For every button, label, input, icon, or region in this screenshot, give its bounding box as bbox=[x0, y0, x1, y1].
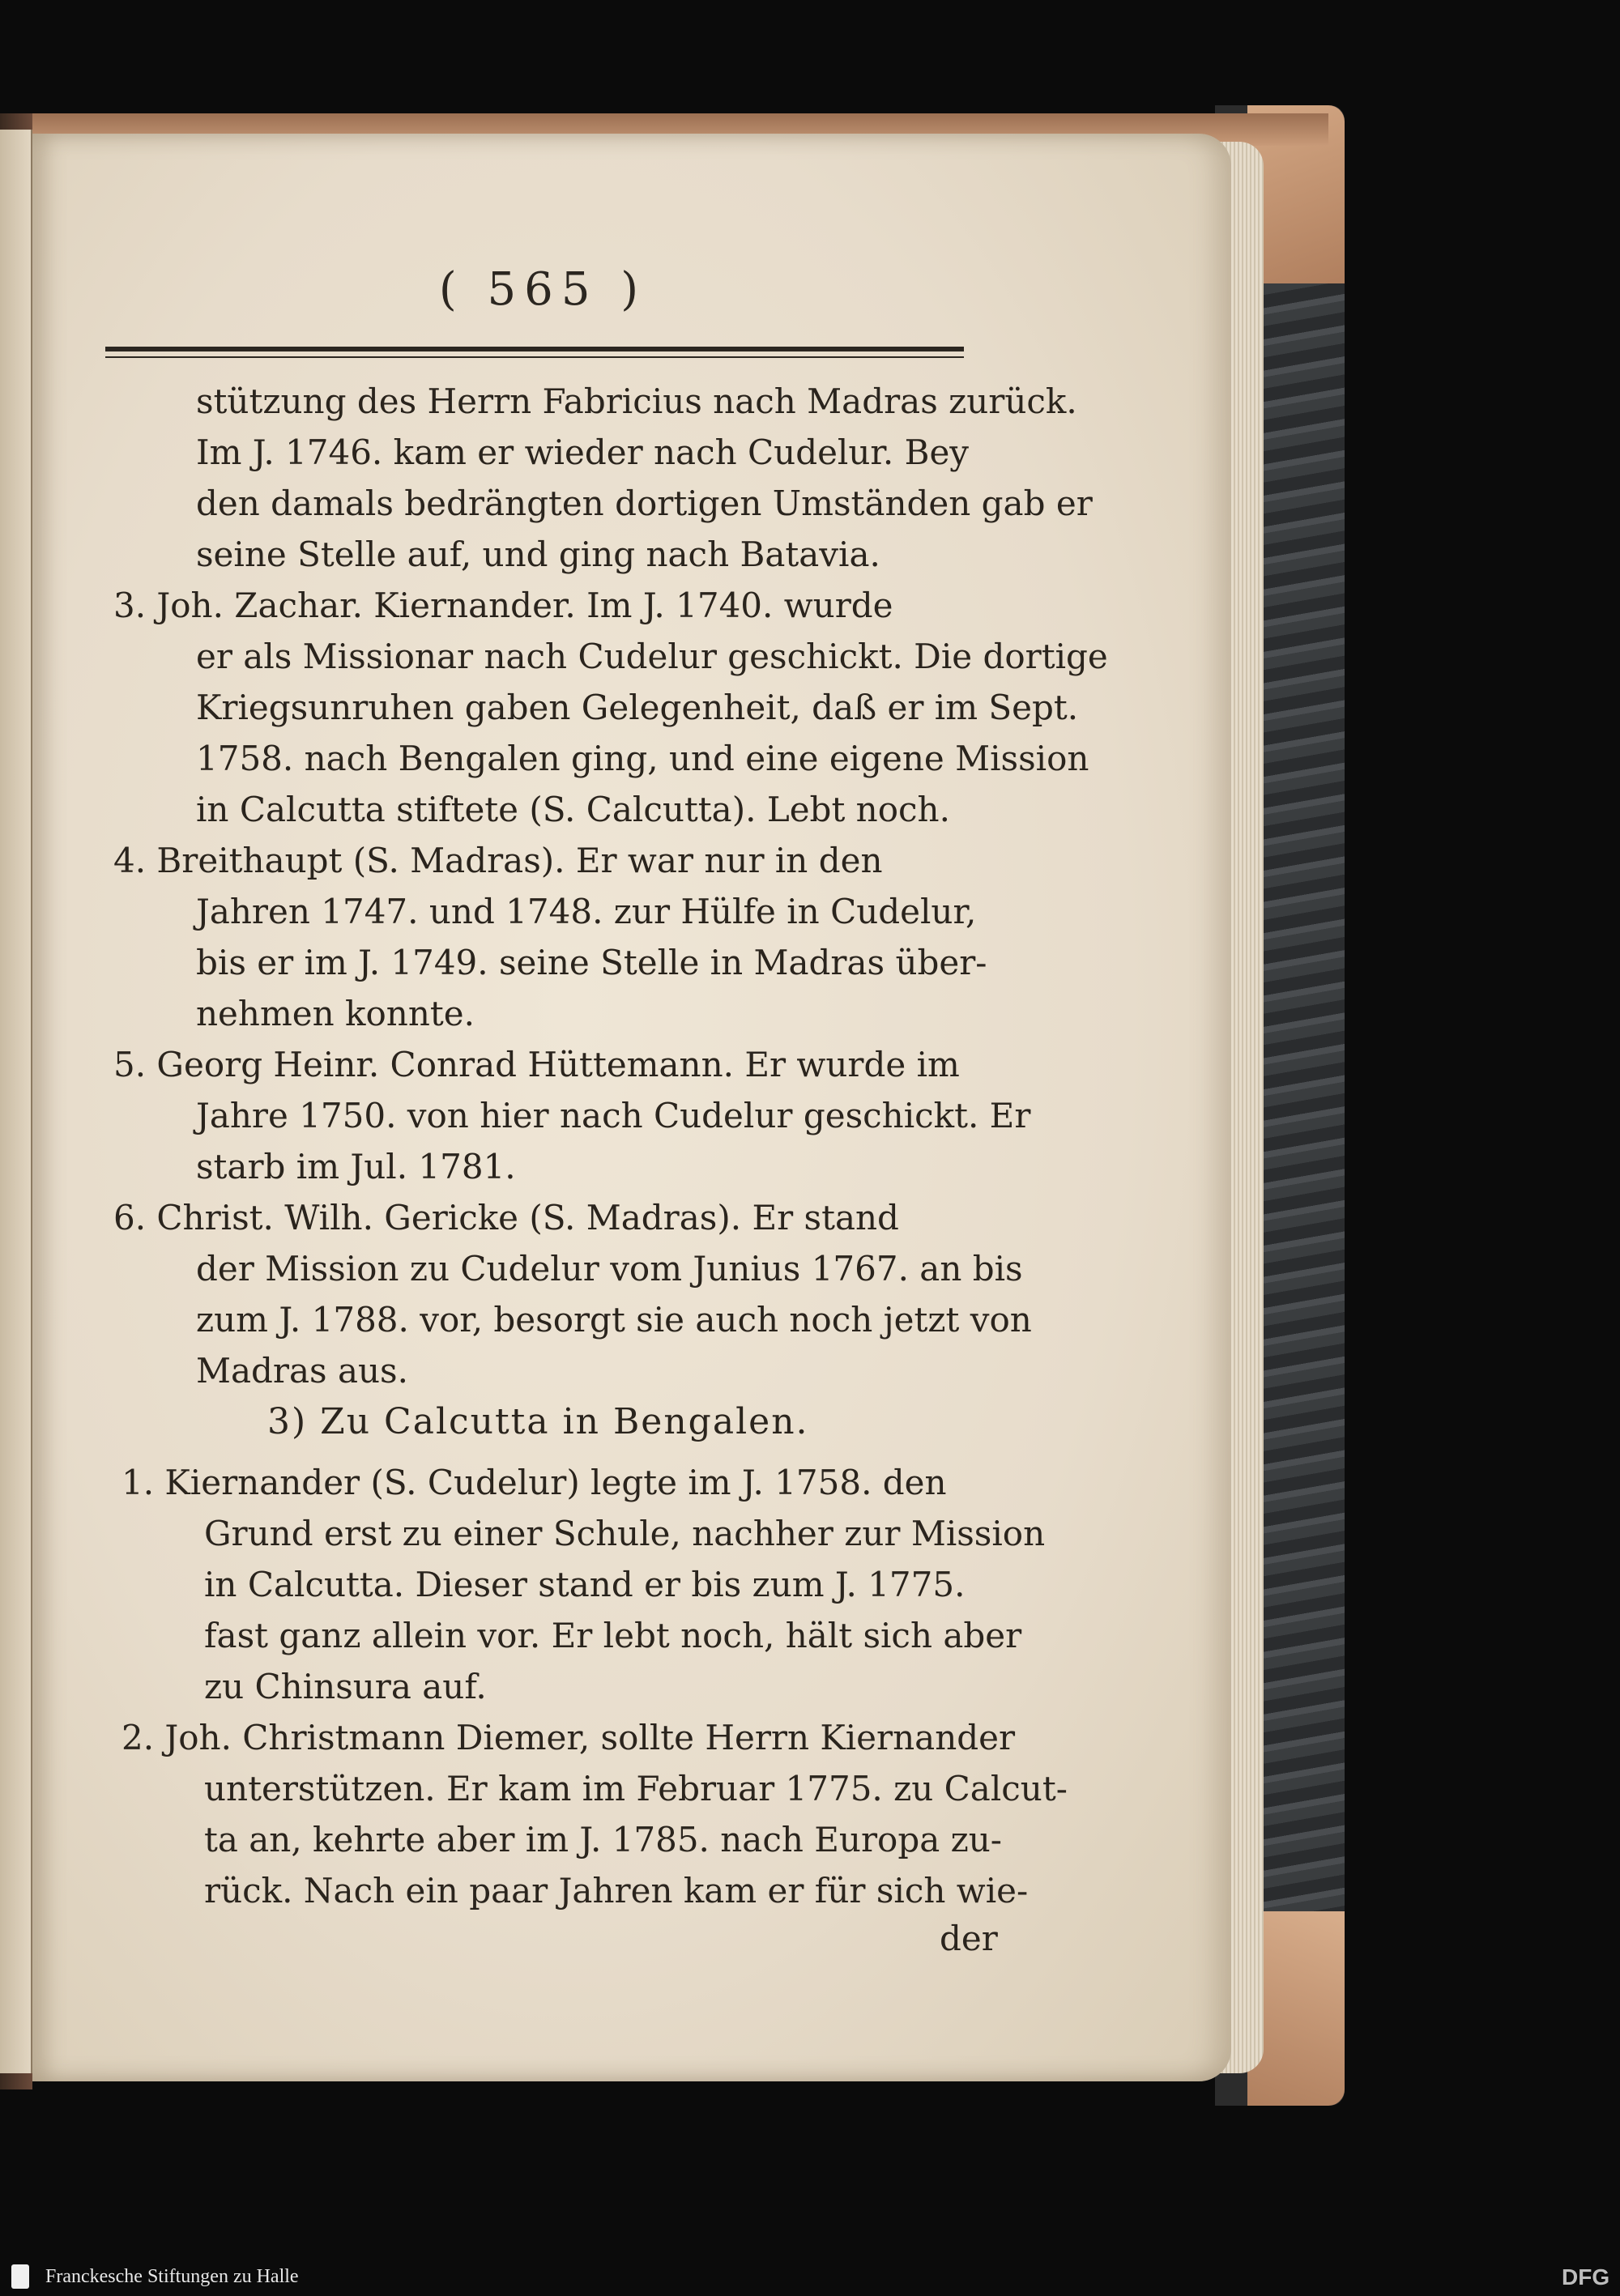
text-line: rück. Nach ein paar Jahren kam er für sich wie- bbox=[204, 1871, 1029, 1910]
text-line: ta an, kehrte aber im J. 1785. nach Europa zu- bbox=[204, 1820, 1002, 1859]
text-line: zum J. 1788. vor, besorgt sie auch noch jetzt von bbox=[196, 1300, 1032, 1340]
text-line: Jahre 1750. von hier nach Cudelur geschickt. Er bbox=[196, 1096, 1031, 1135]
institution-label: Franckesche Stiftungen zu Halle bbox=[45, 2266, 299, 2287]
text-line: den damals bedrängten dortigen Umständen gab er bbox=[196, 483, 1093, 523]
text-line: 1. Kiernander (S. Cudelur) legte im J. 1758. den bbox=[122, 1463, 947, 1502]
page-number: ( 565 ) bbox=[438, 263, 647, 316]
left-page-edge bbox=[0, 130, 32, 2073]
text-line: seine Stelle auf, und ging nach Batavia. bbox=[196, 535, 880, 574]
text-line: starb im Jul. 1781. bbox=[196, 1147, 516, 1186]
header-rule bbox=[105, 347, 964, 351]
text-line: nehmen konnte. bbox=[196, 994, 475, 1033]
text-line: in Calcutta stiftete (S. Calcutta). Lebt noch. bbox=[196, 790, 950, 829]
text-line: Jahren 1747. und 1748. zur Hülfe in Cudelur, bbox=[196, 892, 977, 931]
text-line: 6. Christ. Wilh. Gericke (S. Madras). Er stand bbox=[113, 1198, 899, 1237]
text-line: Grund erst zu einer Schule, nachher zur Mission bbox=[204, 1514, 1046, 1553]
marbled-board bbox=[1264, 283, 1345, 1911]
text-line: 2. Joh. Christmann Diemer, sollte Herrn Kiernander bbox=[122, 1718, 1016, 1757]
text-line: der Mission zu Cudelur vom Junius 1767. an bis bbox=[196, 1249, 1023, 1289]
text-line: Madras aus. bbox=[196, 1351, 408, 1391]
text-line: er als Missionar nach Cudelur geschickt. Die dortige bbox=[196, 637, 1108, 676]
text-line: 1758. nach Bengalen ging, und eine eigene Mission bbox=[196, 739, 1089, 778]
text-line: 4. Breithaupt (S. Madras). Er war nur in den bbox=[113, 841, 883, 880]
text-line: in Calcutta. Dieser stand er bis zum J. 1775. bbox=[204, 1565, 966, 1604]
text-line: 3. Joh. Zachar. Kiernander. Im J. 1740. wurde bbox=[113, 586, 893, 625]
dfg-badge: DFG bbox=[1562, 2264, 1610, 2290]
text-line: Kriegsunruhen gaben Gelegenheit, daß er im Sept. bbox=[196, 688, 1079, 727]
section-heading: 3) Zu Calcutta in Bengalen. bbox=[267, 1401, 809, 1442]
text-line: 5. Georg Heinr. Conrad Hüttemann. Er wurde im bbox=[113, 1045, 960, 1084]
institution-logo-icon bbox=[11, 2264, 29, 2289]
text-line: stützung des Herrn Fabricius nach Madras zurück. bbox=[196, 381, 1077, 421]
text-line: Im J. 1746. kam er wieder nach Cudelur. Bey bbox=[196, 432, 970, 472]
text-line: unterstützen. Er kam im Februar 1775. zu Calcut- bbox=[204, 1769, 1068, 1808]
catchword: der bbox=[940, 1919, 998, 1958]
text-line: zu Chinsura auf. bbox=[204, 1667, 487, 1706]
text-line: bis er im J. 1749. seine Stelle in Madras über- bbox=[196, 943, 987, 982]
text-line: fast ganz allein vor. Er lebt noch, hält sich aber bbox=[204, 1616, 1022, 1655]
header-rule-thin bbox=[105, 356, 964, 358]
